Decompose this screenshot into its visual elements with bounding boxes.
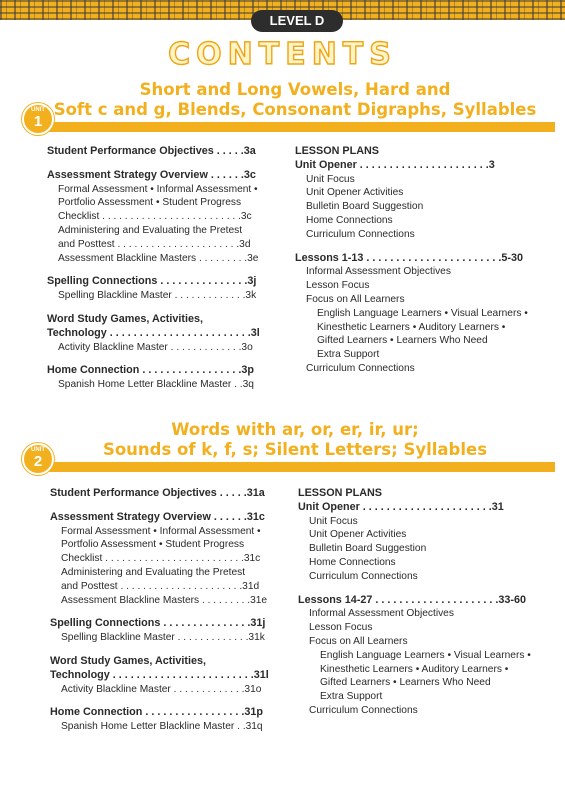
toc-entry: Informal Assessment Objectives <box>306 266 451 278</box>
toc-heading: Unit Opener . . . . . . . . . . . . . . . . . . . . . .31 <box>298 500 504 513</box>
toc-entry: Home Connections <box>309 556 396 568</box>
toc-entry: Activity Blackline Master . . . . . . . . . . . . .3o <box>58 341 253 353</box>
toc-spacer <box>50 607 275 617</box>
toc-spacer <box>50 645 275 655</box>
toc-entry: Gifted Learners • Learners Who Need <box>320 677 491 689</box>
toc-heading: Spelling Connections . . . . . . . . . . . . . . .31j <box>50 617 266 630</box>
unit-2-title-line-2: Sounds of k, f, s; Silent Letters; Syllables <box>102 440 488 459</box>
toc-entry: Administering and Evaluating the Pretest <box>58 224 243 236</box>
toc-entry: Lesson Focus <box>309 622 373 634</box>
toc-entry: Informal Assessment Objectives <box>309 608 454 620</box>
toc-heading: Unit Opener . . . . . . . . . . . . . . . . . . . . . .3 <box>295 158 495 171</box>
toc-spacer <box>47 265 272 275</box>
toc-entry: Checklist . . . . . . . . . . . . . . . . . . . . . . . . .3c <box>58 211 252 223</box>
toc-heading: LESSON PLANS <box>298 487 382 499</box>
unit-2-left-column <box>50 487 275 734</box>
toc-entry: Spanish Home Letter Blackline Master . .31q <box>61 721 263 733</box>
unit-2-title-line-1: Words with ar, or, er, ir, ur; <box>171 420 419 439</box>
toc-heading: Spelling Connections . . . . . . . . . . . . . . .3j <box>47 275 257 288</box>
unit-1-title-line-1: Short and Long Vowels, Hard and <box>139 80 451 99</box>
toc-entry: Portfolio Assessment • Student Progress <box>58 197 242 209</box>
toc-heading: Lessons 14-27 . . . . . . . . . . . . . . . . . . . . .33-60 <box>298 593 527 606</box>
toc-spacer <box>47 354 272 364</box>
toc-entry: Unit Opener Activities <box>306 187 404 199</box>
unit-2-badge-label: UNIT <box>31 447 45 453</box>
toc-entry: Lesson Focus <box>306 280 370 292</box>
toc-entry: Formal Assessment • Informal Assessment • <box>61 525 261 537</box>
unit-2-badge-number: 2 <box>33 453 43 470</box>
toc-entry: English Language Learners • Visual Learners • <box>317 307 528 319</box>
unit-2-right-column <box>298 487 548 718</box>
toc-entry: Curriculum Connections <box>306 228 415 240</box>
toc-entry: Unit Focus <box>306 173 355 185</box>
toc-entry: Unit Opener Activities <box>309 529 407 541</box>
toc-entry: Spelling Blackline Master . . . . . . . . . . . . .3k <box>58 290 257 302</box>
toc-heading: LESSON PLANS <box>295 145 379 157</box>
toc-entry: Spanish Home Letter Blackline Master . .3q <box>58 379 254 391</box>
toc-entry: Extra Support <box>320 691 383 703</box>
page-title: CONTENTS <box>168 37 397 72</box>
toc-heading: Technology . . . . . . . . . . . . . . . . . . . . . . . .31l <box>50 668 269 681</box>
unit-1-badge-label: UNIT <box>31 107 45 113</box>
toc-entry: Spelling Blackline Master . . . . . . . . . . . . .31k <box>61 632 265 644</box>
toc-entry: Home Connections <box>306 214 393 226</box>
toc-entry: Curriculum Connections <box>309 704 418 716</box>
toc-entry: and Posttest . . . . . . . . . . . . . . . . . . . . . .31d <box>61 580 260 592</box>
unit-1-title-line-2: Soft c and g, Blends, Consonant Digraphs, Syllables <box>53 100 537 119</box>
toc-entry: English Language Learners • Visual Learners • <box>320 649 531 661</box>
toc-entry: Portfolio Assessment • Student Progress <box>61 539 245 551</box>
toc-entry: Checklist . . . . . . . . . . . . . . . . . . . . . . . . .31c <box>61 553 261 565</box>
unit-1-badge <box>22 103 54 135</box>
toc-entry: and Posttest . . . . . . . . . . . . . . . . . . . . . .3d <box>58 238 251 250</box>
toc-spacer <box>47 159 272 169</box>
toc-entry: Kinesthetic Learners • Auditory Learners • <box>320 663 509 675</box>
toc-heading: Home Connection . . . . . . . . . . . . . . . . .31p <box>50 706 263 719</box>
toc-heading: Word Study Games, Activities, <box>50 654 206 667</box>
toc-heading: Word Study Games, Activities, <box>47 312 203 325</box>
toc-entry: Extra Support <box>317 349 380 361</box>
toc-entry: Bulletin Board Suggestion <box>306 201 424 213</box>
toc-entry: Administering and Evaluating the Pretest <box>61 566 246 578</box>
unit-2-badge <box>22 443 54 475</box>
toc-heading: Technology . . . . . . . . . . . . . . . . . . . . . . . .3l <box>47 326 260 339</box>
toc-entry: Bulletin Board Suggestion <box>309 543 427 555</box>
toc-heading: Assessment Strategy Overview . . . . . .3c <box>47 168 256 181</box>
unit-1-left-column <box>47 145 272 392</box>
toc-heading: Lessons 1-13 . . . . . . . . . . . . . . . . . . . . . . .5-30 <box>295 251 524 264</box>
unit-1-title <box>40 80 550 120</box>
toc-heading: Home Connection . . . . . . . . . . . . . . . . .3p <box>47 364 254 377</box>
toc-entry: Unit Focus <box>309 515 358 527</box>
toc-entry: Assessment Blackline Masters . . . . . . . . .31e <box>61 594 268 606</box>
toc-entry: Curriculum Connections <box>306 362 415 374</box>
toc-entry: Gifted Learners • Learners Who Need <box>317 335 488 347</box>
unit-2-title <box>40 420 550 460</box>
toc-entry: Kinesthetic Learners • Auditory Learners • <box>317 321 506 333</box>
toc-spacer <box>298 584 548 594</box>
toc-heading: Student Performance Objectives . . . . .31a <box>50 487 265 499</box>
toc-entry: Assessment Blackline Masters . . . . . . . . .3e <box>58 252 259 264</box>
toc-entry: Activity Blackline Master . . . . . . . . . . . . .31o <box>61 683 262 695</box>
toc-heading: Assessment Strategy Overview . . . . . .31c <box>50 510 265 523</box>
toc-spacer <box>50 501 275 511</box>
toc-entry: Curriculum Connections <box>309 570 418 582</box>
unit-1-rule <box>32 122 555 132</box>
toc-entry: Focus on All Learners <box>306 293 405 305</box>
toc-spacer <box>295 242 545 252</box>
unit-2-rule <box>32 462 555 472</box>
unit-1-right-column <box>295 145 545 376</box>
unit-1-badge-number: 1 <box>33 113 43 130</box>
toc-entry: Focus on All Learners <box>309 635 408 647</box>
toc-heading: Student Performance Objectives . . . . .3a <box>47 145 256 157</box>
toc-entry: Formal Assessment • Informal Assessment • <box>58 183 258 195</box>
level-badge: LEVEL D <box>251 10 343 32</box>
toc-spacer <box>50 696 275 706</box>
toc-spacer <box>47 303 272 313</box>
